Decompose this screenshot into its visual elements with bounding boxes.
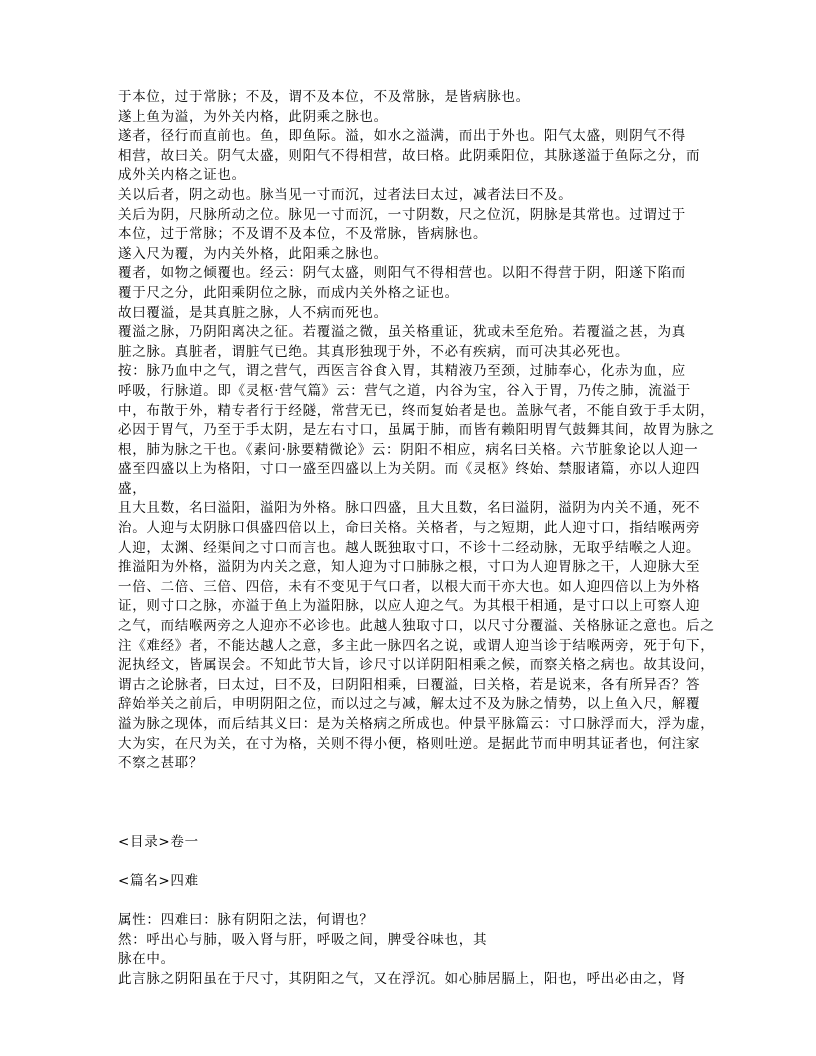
chapter-heading: <篇名>四难 [118, 872, 199, 889]
text-line: 本位，过于常脉；不及谓不及本位，不及常脉，皆病脉也。 [118, 226, 488, 243]
text-line: 覆者，如物之倾覆也。经云：阴气太盛，则阳气不得相营也。以阳不得营于阴，阳遂下陷而 [118, 265, 686, 282]
text-line: 溢为脉之现体，而后结其义曰：是为关格病之所成也。仲景平脉篇云：寸口脉浮而大，浮为虚， [118, 716, 715, 732]
main-text-block [118, 88, 726, 774]
text-line: 盛， [118, 480, 147, 497]
text-line: 覆溢之脉，乃阴阳离决之征。若覆溢之微，虽关格重证，犹或未至危殆。若覆溢之甚，为真 [118, 324, 686, 341]
text-line: 一倍、二倍、三倍、四倍，未有不变见于气口者，以根大而干亦大也。如人迎四倍以上为外格 [118, 578, 701, 595]
text-line: 且大且数，名曰溢阳，溢阳为外格。脉口四盛，且大且数，名曰溢阴，溢阴为内关不通，死不 [118, 500, 701, 517]
text-line: 呼吸，行脉道。即《灵枢·营气篇》云：营气之道，内谷为宝，谷入于胃，乃传之肺，流溢于 [118, 382, 691, 399]
chapter-text-block [118, 911, 726, 989]
text-line: 然：呼出心与肺，吸入肾与肝，呼吸之间，脾受谷味也，其 [118, 931, 488, 948]
text-line: 推溢阳为外格，溢阴为内关之意，知人迎为寸口肺脉之根，寸口为人迎胃脉之干，人迎脉大至 [118, 559, 701, 576]
text-line: 必因于胃气，乃至于手太阴，是左右寸口，虽属于肺，而皆有赖阳明胃气鼓舞其间，故胃为脉之 [118, 422, 715, 439]
text-line: 不察之甚耶？ [118, 755, 204, 772]
text-line: 中，布散于外，精专者行于经隧，常营无已，终而复始者是也。盖脉气者，不能自致于手太阴， [118, 402, 715, 419]
text-line: 治。人迎与太阴脉口俱盛四倍以上，命曰关格。关格者，与之短期，此人迎寸口，指结喉两旁 [118, 520, 701, 537]
text-line: 谓古之论脉者，曰太过，曰不及，曰阴阳相乘，曰覆溢，曰关格，若是说来，各有所异否？答 [118, 676, 701, 693]
text-line: 遂入尺为覆，为内关外格，此阳乘之脉也。 [118, 245, 388, 262]
text-line: 之气，而结喉两旁之人迎亦不必诊也。此越人独取寸口，以尺寸分覆溢、关格脉证之意也。后之 [118, 618, 715, 635]
text-line: 证，则寸口之脉，亦溢于鱼上为溢阳脉，以应人迎之气。为其根干相通，是寸口以上可察人迎 [118, 598, 701, 615]
text-line: 脏之脉。真脏者，谓脏气已绝。其真形独现于外，不必有疾病，而可决其必死也。 [118, 343, 630, 360]
text-line: 关后为阴，尺脉所动之位。脉见一寸而沉，一寸阴数，尺之位沉，阴脉是其常也。过谓过于 [118, 206, 686, 223]
text-line: 故曰覆溢，是其真脏之脉，人不病而死也。 [118, 304, 388, 321]
text-line: 关以后者，阴之动也。脉当见一寸而沉，过者法曰太过，减者法曰不及。 [118, 186, 573, 203]
toc-heading: <目录>卷一 [118, 833, 199, 850]
text-line: 辞始举关之前后，申明阴阳之位，而以过之与减，解太过不及为脉之情势，以上鱼入尺，解覆 [118, 696, 701, 713]
text-line: 遂者，径行而直前也。鱼，即鱼际。溢，如水之溢满，而出于外也。阳气太盛，则阴气不得 [118, 128, 686, 145]
text-line: 遂上鱼为溢，为外关内格，此阴乘之脉也。 [118, 108, 388, 125]
text-line: 大为实，在尺为关，在寸为格，关则不得小便，格则吐逆。是据此节而申明其证者也，何注家 [118, 735, 701, 752]
text-line: 泥执经文，皆属误会。不知此节大旨，诊尺寸以详阴阳相乘之候，而察关格之病也。故其设问， [118, 657, 715, 674]
text-line: 于本位，过于常脉；不及，谓不及本位，不及常脉，是皆病脉也。 [118, 89, 530, 105]
text-line: 此言脉之阴阳虽在于尺寸，其阴阳之气，又在浮沉。如心肺居膈上，阳也，呼出必由之，肾 [118, 970, 686, 987]
text-line: 盛至四盛以上为格阳，寸口一盛至四盛以上为关阴。而《灵枢》终始、禁服诸篇，亦以人迎四 [118, 461, 701, 478]
text-line: 属性：四难曰：脉有阴阳之法，何谓也？ [118, 911, 374, 928]
text-line: 覆于尺之分，此阳乘阴位之脉，而成内关外格之证也。 [118, 284, 459, 301]
text-line: 成外关内格之证也。 [118, 167, 246, 184]
text-line: 人迎，太渊、经渠间之寸口而言也。越人既独取寸口，不诊十二经动脉，无取乎结喉之人迎。 [118, 539, 701, 556]
text-line: 按：脉乃血中之气，谓之营气，西医言谷食入胃，其精液乃至颈，过肺奉心，化赤为血，应 [118, 363, 686, 380]
text-line: 脉在中。 [118, 951, 175, 968]
text-line: 根，肺为脉之干也。《素问·脉要精微论》云：阴阳不相应，病名曰关格。六节脏象论以人迎一 [118, 441, 699, 458]
text-line: 注《难经》者，不能达越人之意，多主此一脉四名之说，或谓人迎当诊于结喉两旁，死于句下， [118, 637, 715, 654]
text-line: 相营，故曰关。阴气太盛，则阳气不得相营，故曰格。此阴乘阳位，其脉遂溢于鱼际之分，而 [118, 147, 701, 164]
